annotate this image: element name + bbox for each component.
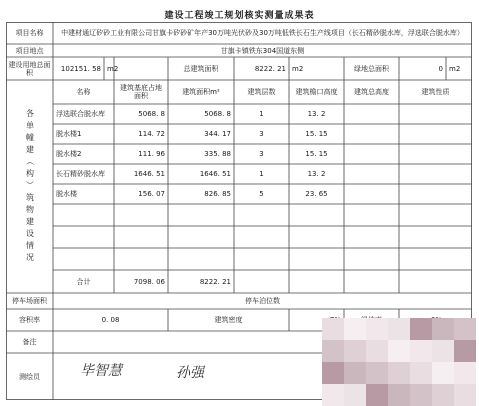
remarks-label: 备注 bbox=[22, 338, 37, 346]
mosaic-block bbox=[454, 318, 476, 340]
total-base-value: 7098. 06 bbox=[133, 277, 165, 286]
land-area-value: 102151. 58 bbox=[60, 64, 101, 73]
header-name: 名称 bbox=[76, 88, 91, 96]
header-eave-height: 建筑檐口高度 bbox=[295, 88, 338, 96]
row-3-floors: 3 bbox=[259, 150, 264, 158]
row-5-name: 脱水楼 bbox=[56, 190, 77, 198]
mosaic-block bbox=[344, 340, 366, 362]
row-1-name: 浮选联合脱水库 bbox=[56, 110, 105, 118]
mosaic-block bbox=[344, 384, 366, 406]
land-area-label: 建设用地总面积 bbox=[8, 60, 51, 77]
green-area-value: 0 bbox=[438, 64, 443, 73]
header-floors: 建筑层数 bbox=[247, 88, 276, 96]
project-location-value: 甘旗卡镇铁东304国道东侧 bbox=[220, 46, 305, 55]
mosaic-block bbox=[410, 318, 432, 340]
mosaic-block bbox=[322, 318, 344, 340]
row-1-eave: 13. 2 bbox=[307, 110, 326, 118]
row-2-eave: 15. 15 bbox=[305, 130, 328, 138]
project-name-label: 项目名称 bbox=[15, 29, 44, 37]
row-5-eave: 23. 65 bbox=[305, 190, 328, 198]
total-building-area-label: 总建筑面积 bbox=[183, 64, 219, 73]
parking-count-label: 停车泊位数 bbox=[245, 297, 280, 305]
project-name-value: 中建材通辽矽砂工业有限公司甘旗卡矽砂矿年产30万吨光伏砂及30万吨低铁长石生产线项目（长石精砂脱水库，浮选联合脱水库） bbox=[61, 29, 464, 37]
row-5-base: 156. 07 bbox=[138, 190, 165, 198]
row-4-eave: 13. 2 bbox=[307, 170, 326, 178]
row-4-name: 长石精砂脱水库 bbox=[56, 170, 105, 178]
green-area-unit: m2 bbox=[449, 64, 461, 73]
mosaic-block bbox=[388, 318, 410, 340]
mosaic-block bbox=[454, 362, 476, 384]
header-total-height: 建筑总高度 bbox=[354, 88, 389, 96]
header-nature: 建筑性质 bbox=[421, 88, 450, 96]
mosaic-block bbox=[432, 362, 454, 384]
row-1-base: 5068. 8 bbox=[138, 110, 165, 118]
total-label: 合计 bbox=[76, 277, 91, 286]
row-3-area: 335. 88 bbox=[204, 150, 231, 158]
mosaic-block bbox=[344, 318, 366, 340]
header-building-area: 建筑面积m² bbox=[182, 88, 220, 96]
mosaic-block bbox=[410, 362, 432, 384]
mosaic-block bbox=[432, 340, 454, 362]
header-base-area: 建筑基底占地面积 bbox=[120, 84, 162, 100]
mosaic-block bbox=[366, 384, 388, 406]
mosaic-block bbox=[454, 340, 476, 362]
mosaic-block bbox=[322, 340, 344, 362]
green-area-label: 绿地总面积 bbox=[354, 64, 389, 73]
row-2-area: 344. 17 bbox=[204, 130, 231, 138]
row-4-base: 1646. 51 bbox=[133, 170, 165, 178]
mosaic-block bbox=[432, 318, 454, 340]
section-label: 各单幢建（构）筑物建设情况 bbox=[25, 108, 35, 265]
mosaic-block bbox=[432, 384, 454, 406]
row-3-eave: 15. 15 bbox=[305, 150, 328, 158]
mosaic-block bbox=[366, 318, 388, 340]
mosaic-redaction bbox=[322, 318, 476, 406]
row-2-name: 脱水楼1 bbox=[56, 130, 82, 138]
mosaic-block bbox=[322, 384, 344, 406]
mosaic-block bbox=[410, 340, 432, 362]
mosaic-block bbox=[388, 340, 410, 362]
row-2-floors: 3 bbox=[259, 130, 264, 138]
total-building-area-unit: m2 bbox=[292, 64, 304, 73]
row-4-area: 1646. 51 bbox=[199, 170, 231, 178]
row-3-base: 111. 96 bbox=[138, 150, 165, 158]
row-5-floors: 5 bbox=[259, 190, 264, 198]
row-5-area: 826. 85 bbox=[204, 190, 231, 198]
mosaic-block bbox=[388, 384, 410, 406]
mosaic-block bbox=[366, 340, 388, 362]
mosaic-block bbox=[454, 384, 476, 406]
parking-area-label: 停车场面积 bbox=[12, 297, 47, 305]
density-label: 建筑密度 bbox=[214, 316, 243, 324]
total-building-area-value: 8222. 21 bbox=[254, 64, 286, 73]
surveyor-signature-2: 孙强 bbox=[176, 365, 204, 381]
surveyor-label: 测绘员 bbox=[19, 372, 40, 381]
mosaic-block bbox=[366, 362, 388, 384]
row-3-name: 脱水楼2 bbox=[56, 150, 82, 158]
far-value: 0. 08 bbox=[101, 316, 120, 324]
land-area-unit: m2 bbox=[107, 64, 119, 73]
row-1-area: 5068. 8 bbox=[204, 110, 231, 118]
far-label: 容积率 bbox=[19, 316, 40, 324]
mosaic-block bbox=[344, 362, 366, 384]
total-area-value: 8222. 21 bbox=[199, 277, 231, 286]
row-2-base: 114. 72 bbox=[138, 130, 165, 138]
mosaic-block bbox=[388, 362, 410, 384]
surveyor-signature-1: 毕智慧 bbox=[80, 363, 122, 379]
mosaic-block bbox=[322, 362, 344, 384]
row-4-floors: 1 bbox=[259, 170, 264, 178]
mosaic-block bbox=[410, 384, 432, 406]
document-title: 建设工程竣工规划核实测量成果表 bbox=[164, 11, 315, 21]
project-location-label: 项目地点 bbox=[15, 46, 44, 55]
row-1-floors: 1 bbox=[259, 110, 264, 118]
